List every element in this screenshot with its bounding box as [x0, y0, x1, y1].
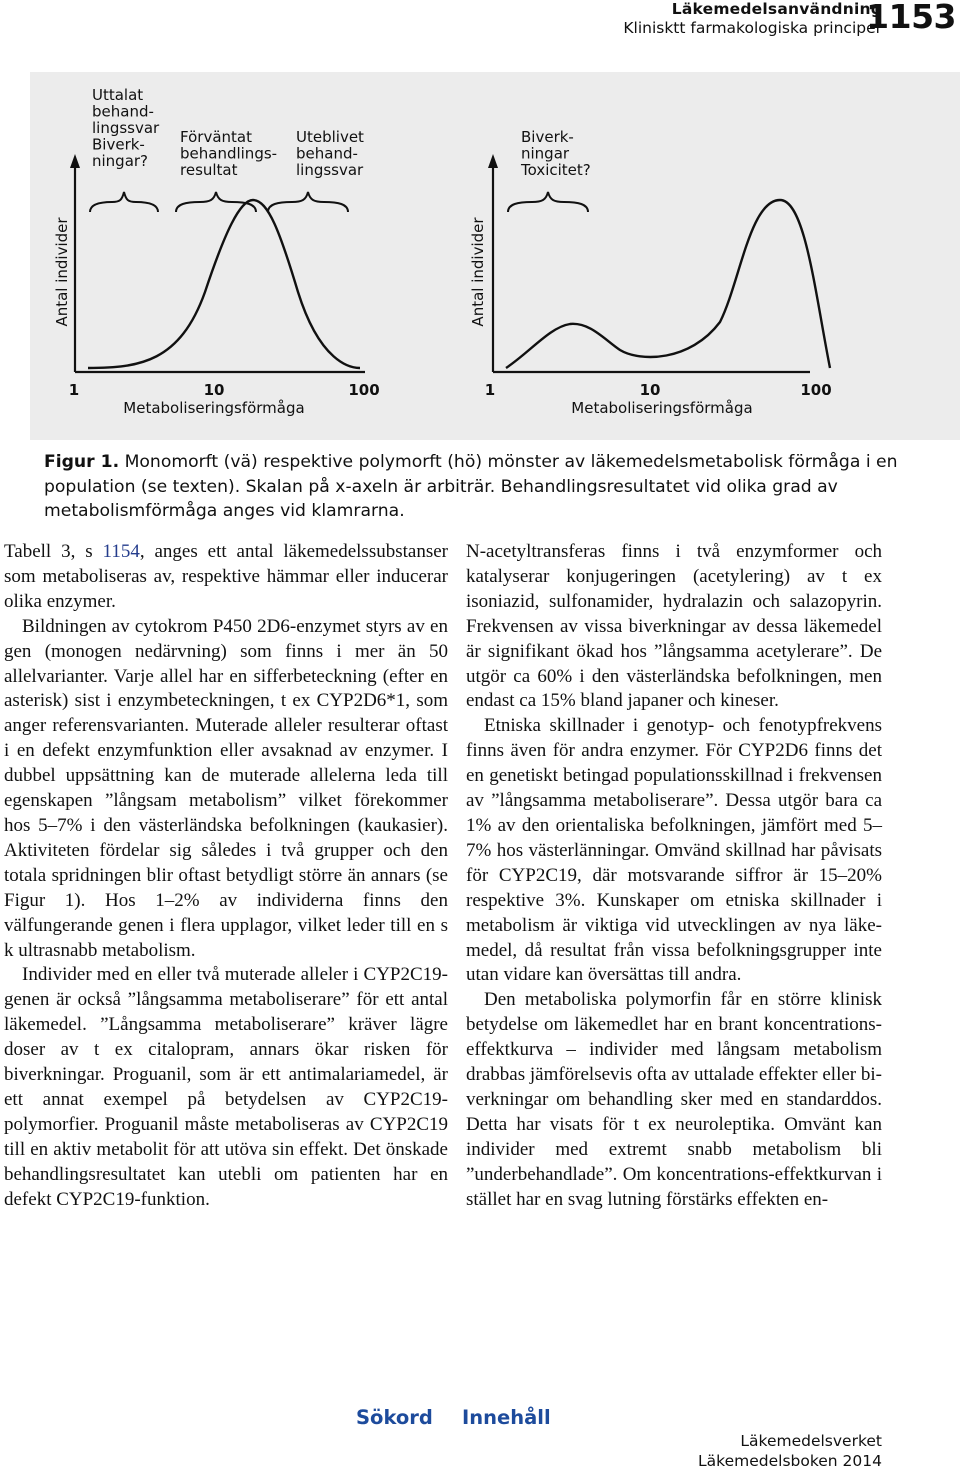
left-paragraph-1	[4, 540, 448, 615]
left-annotation-no-response	[296, 128, 364, 179]
left-bracket-1	[90, 192, 158, 212]
right-x-axis-label: Metaboliseringsförmåga	[571, 399, 753, 417]
left-annotation-strong-response	[92, 86, 160, 170]
right-column	[466, 540, 882, 1212]
left-x-tick-1: 1	[68, 381, 80, 399]
left-p1-start: Tabell 3, s	[4, 541, 103, 562]
right-paragraph-3: Den metaboliska polymorfin får en större klinisk betydelse om läkemedlet har en brant koncentrations-effektkurva – individer med långsam metabolism drabbas jämförelsevis ofta av uttalade effekter eller biverkningar om behandling sker med en standarddos. Detta har visats för t ex neuroleptika. Omvänt kan individer med extremt snabb metabolism bli ”underbehandlade”. Om koncentrations-effektkurvan i stället har en svag lutning förstärks effekten en-	[466, 989, 882, 1210]
page-number: 1153	[866, 0, 956, 36]
figure-1	[30, 72, 960, 440]
left-ann-2-line-2: lingssvar	[296, 161, 364, 179]
left-bracket-2	[176, 192, 256, 212]
caption-label: Figur 1.	[44, 452, 120, 472]
right-ann-0-line-1: ningar	[521, 144, 570, 163]
left-panel	[53, 86, 380, 417]
right-x-tick-10: 10	[639, 381, 661, 399]
left-ann-1-line-0: Förväntat	[180, 128, 252, 146]
left-annotation-expected-result	[180, 128, 277, 179]
right-annotation-side-effects	[520, 128, 591, 179]
left-ann-0-line-4: ningar?	[92, 152, 149, 170]
right-panel	[469, 128, 832, 417]
left-ann-1-line-2: resultat	[180, 161, 238, 179]
caption-text: Monomorft (vä) respektive polymorft (hö) mönster av läkemedelsmetabolisk förmåga i en population (se texten). Skalan på x-axeln är arbiträr. Behandlingsresultatet vid olika grad av metabolismförmåga anges vid klamrarna.	[44, 452, 898, 522]
publisher-name: Läkemedelsverket	[740, 1432, 882, 1450]
left-x-tick-100: 100	[348, 381, 380, 399]
figure-caption	[44, 450, 924, 524]
left-paragraph-3: Individer med en eller två muterade alleler i CYP2C19-genen är också ”långsamma metaboliserare” för ett antal läkemedel. ”Långsamma metaboliserare” kräver lägre doser av t ex citalopram, annars ökar risken för biverkningar. Proguanil, som är ett antimalariamedel, är ett annat exempel på betydelsen av CYP2C19-polymorfier. Proguanil måste metaboliseras av CYP2C19 till en aktiv metabolit för att utöva sin effekt. Det önskade behandlingsresultatet kan utebli om patienten har en defekt CYP2C19-funktion.	[4, 964, 448, 1210]
right-y-axis-label: Antal individer	[469, 217, 487, 327]
search-link[interactable]: Sökord	[356, 1406, 433, 1429]
left-ann-0-line-2: lingssvar	[92, 119, 160, 137]
left-ann-0-line-0: Uttalat	[92, 86, 144, 104]
right-bracket	[508, 192, 588, 212]
left-bracket-3	[268, 192, 348, 212]
book-edition: Läkemedelsboken 2014	[698, 1451, 882, 1470]
left-x-axis-label: Metaboliseringsförmåga	[123, 399, 305, 417]
left-column	[4, 540, 448, 1212]
left-p1-end: , anges ett antal läkemedelssubstanser som metaboliseras av, respektive hämmar eller inducerar olika enzymer.	[4, 541, 448, 612]
right-distribution-curve	[506, 200, 830, 368]
page-reference-link[interactable]: 1154	[102, 541, 140, 562]
right-paragraph-1: N-acetyltransferas finns i två enzymformer och katalyserar konjugeringen (acetylering) av t ex isoniazid, sulfonamider, hydralazin och salazopyrin. Frekvensen av vissa biverkningar av dessa läkemedel är signifikant ökad hos ”långsamma acetylerare”. De utgör ca 60% i den västerländska befolkningen, men endast ca 15% bland japaner och kineser.	[466, 541, 882, 712]
publisher-info	[698, 1432, 882, 1471]
left-paragraph-2: Bildningen av cytokrom P450 2D6-enzymet styrs av en gen (monogen nedärvning) som finns i mer än 50 allelvarianter. Varje allel har en sifferbeteckning (efter en asterisk) sist i enzymbeteckningen, t ex CYP2D6*1, som anger referensvarianten. Muterade alleler resulterar oftast i en defekt enzymfunktion eller avsaknad av enzymer. I dubbel uppsättning kan de muterade allelerna leda till egenskapen ”långsam metabolism” vilket förekommer hos 5–7% i den västerländska befolkningen (kaukasier). Aktiviteten fördelar sig således i två grupper och den totala spridningen blir oftast betydligt större än annars (se Figur 1). Hos 1–2% av individerna finns den välfungerande genen i flera upplagor, vilket leder till en s k ultrasnabb metabolism.	[4, 615, 448, 961]
figure-1-plots	[30, 72, 960, 440]
left-ann-0-line-3: Biverk-	[92, 135, 145, 154]
right-ann-0-line-2: Toxicitet?	[521, 161, 591, 179]
left-ann-2-line-1: behand-	[296, 144, 358, 163]
right-ann-0-line-0: Biverk-	[521, 128, 574, 146]
right-paragraph-2: Etniska skillnader i genotyp- och fenotypfrekvens finns även för andra enzymer. För CYP2D6 finns det en genetiskt betingad populationsskillnad i frekvensen av ”långsamma metaboliserare”. Dessa utgör bara ca 1% av den orientaliska befolkningen, jämfört med 5–7% hos västerlänningar. Omvänd skillnad har påvisats för CYP2C19, där motsvarande siffror är 15–20% respektive 3%. Kunskaper om etniska skillnader i metabolism är viktiga vid utvecklingen av nya läkemedel, då resultat från vissa befolkningsgrupper inte utan vidare kan översättas till andra.	[466, 715, 882, 986]
left-ann-2-line-0: Uteblivet	[296, 128, 364, 146]
contents-link[interactable]: Innehåll	[462, 1406, 551, 1429]
left-distribution-curve	[88, 200, 360, 368]
running-header-chapter: Klinisktt farmakologiska principer	[623, 19, 882, 37]
right-x-tick-100: 100	[800, 381, 832, 399]
running-header-section: Läkemedelsanvändning	[671, 0, 882, 18]
left-y-axis-arrow	[70, 154, 80, 168]
right-y-axis-arrow	[488, 154, 498, 168]
left-y-axis-label: Antal individer	[53, 217, 71, 327]
right-x-tick-1: 1	[484, 381, 496, 399]
left-ann-1-line-1: behandlings-	[180, 144, 278, 163]
left-x-tick-10: 10	[203, 381, 225, 399]
left-ann-0-line-1: behand-	[92, 102, 154, 121]
